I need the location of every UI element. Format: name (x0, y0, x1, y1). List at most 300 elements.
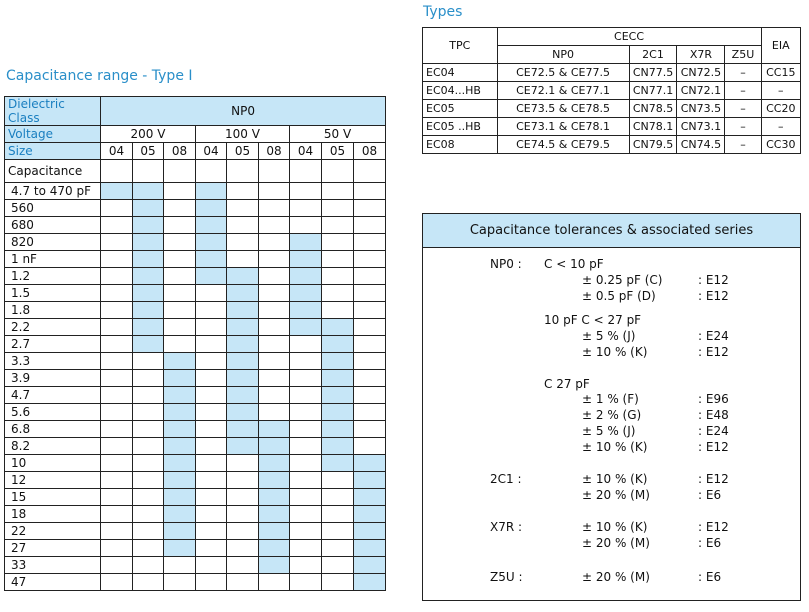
range-cell (290, 319, 322, 336)
range-cell (196, 455, 227, 472)
range-cell (290, 336, 322, 353)
range-cell (196, 557, 227, 574)
capacitance-value: 820 (5, 234, 101, 251)
range-cell (322, 523, 354, 540)
range-cell (164, 353, 196, 370)
range-cell (354, 421, 386, 438)
capacitance-value: 1.2 (5, 268, 101, 285)
range-cell (322, 319, 354, 336)
range-cell (354, 472, 386, 489)
range-cell (322, 540, 354, 557)
capacitance-range-table (4, 96, 386, 591)
range-cell (354, 200, 386, 217)
range-cell (259, 557, 290, 574)
range-cell (133, 455, 164, 472)
range-cell (133, 506, 164, 523)
tolerance-value: ± 20 % (M) (582, 536, 650, 550)
range-cell (164, 574, 196, 591)
range-cell (133, 336, 164, 353)
tolerance-value: ± 1 % (F) (582, 392, 639, 406)
types-title: Types (423, 4, 463, 20)
range-cell (259, 268, 290, 285)
range-cell (133, 251, 164, 268)
range-cell (196, 523, 227, 540)
range-cell (259, 251, 290, 268)
size-cell: 08 (259, 143, 290, 160)
range-cell (322, 574, 354, 591)
range-cell (227, 183, 259, 200)
range-cell (354, 353, 386, 370)
capacitance-range-title: Capacitance range - Type I (6, 68, 193, 84)
range-cell (322, 387, 354, 404)
range-cell (164, 557, 196, 574)
range-cell (354, 183, 386, 200)
range-cell (133, 234, 164, 251)
types-row (423, 136, 801, 154)
types-cell: CN78.1 (629, 118, 677, 136)
range-cell (227, 370, 259, 387)
range-cell (164, 302, 196, 319)
range-cell (259, 353, 290, 370)
types-cell: EC05 (423, 100, 498, 118)
range-cell (227, 285, 259, 302)
capacitance-value: 560 (5, 200, 101, 217)
range-cell (133, 557, 164, 574)
tolerances-title: Capacitance tolerances & associated series (423, 214, 800, 248)
range-cell (259, 183, 290, 200)
range-cell (196, 506, 227, 523)
range-cell (290, 387, 322, 404)
tolerance-value: ± 10 % (K) (582, 520, 648, 534)
capacitance-value: 3.3 (5, 353, 101, 370)
range-cell (133, 217, 164, 234)
range-cell (164, 319, 196, 336)
tolerance-value: ± 2 % (G) (582, 408, 642, 422)
series-value: : E12 (698, 273, 729, 287)
range-cell (259, 200, 290, 217)
capacitance-value: 3.9 (5, 370, 101, 387)
range-cell (164, 506, 196, 523)
range-cell (322, 336, 354, 353)
capacitance-value: 18 (5, 506, 101, 523)
types-cell: EC04...HB (423, 82, 498, 100)
range-cell (322, 421, 354, 438)
range-cell (322, 217, 354, 234)
range-cell (101, 183, 133, 200)
range-cell (259, 319, 290, 336)
range-cell (354, 302, 386, 319)
series-value: : E12 (698, 520, 729, 534)
range-cell (164, 370, 196, 387)
tpc-header: TPC (423, 28, 498, 64)
range-cell (196, 404, 227, 421)
range-cell (101, 234, 133, 251)
range-cell (196, 200, 227, 217)
series-value: : E96 (698, 392, 729, 406)
range-cell (259, 387, 290, 404)
range-cell (227, 387, 259, 404)
types-cell: CN77.5 (629, 64, 677, 82)
capacitance-row (5, 200, 386, 217)
range-cell (133, 438, 164, 455)
tolerance-value: ± 10 % (K) (582, 472, 648, 486)
range-cell (259, 234, 290, 251)
range-cell (354, 268, 386, 285)
tolerance-value: ± 20 % (M) (582, 570, 650, 584)
range-cell (227, 523, 259, 540)
range-cell (290, 489, 322, 506)
range-cell (290, 183, 322, 200)
capacitance-row (5, 234, 386, 251)
voltage-200: 200 V (101, 126, 196, 143)
range-cell (322, 438, 354, 455)
capacitance-value: 2.2 (5, 319, 101, 336)
np0-header: NP0 (497, 46, 629, 64)
capacitance-value: 10 (5, 455, 101, 472)
series-value: : E12 (698, 472, 729, 486)
range-cell (354, 557, 386, 574)
types-cell: CN78.5 (629, 100, 677, 118)
range-cell (259, 302, 290, 319)
range-cell (101, 574, 133, 591)
range-cell (354, 574, 386, 591)
types-cell: CN73.5 (677, 100, 725, 118)
range-cell (196, 285, 227, 302)
range-cell (227, 251, 259, 268)
range-cell (227, 353, 259, 370)
capacitance-value: 4.7 (5, 387, 101, 404)
capacitance-row (5, 506, 386, 523)
range-cell (164, 217, 196, 234)
range-cell (133, 370, 164, 387)
size-cell: 05 (133, 143, 164, 160)
capacitance-header-row (5, 160, 386, 183)
range-cell (164, 540, 196, 557)
capacitance-row (5, 217, 386, 234)
types-cell: CN77.1 (629, 82, 677, 100)
range-cell (227, 421, 259, 438)
capacitance-row (5, 574, 386, 591)
range-cell (196, 353, 227, 370)
range-cell (227, 302, 259, 319)
range-cell (354, 404, 386, 421)
range-cell (259, 574, 290, 591)
range-cell (101, 302, 133, 319)
range-cell (354, 455, 386, 472)
tolerance-value: ± 5 % (J) (582, 329, 636, 343)
range-cell (164, 404, 196, 421)
types-cell: CN79.5 (629, 136, 677, 154)
range-cell (354, 489, 386, 506)
range-cell (290, 302, 322, 319)
types-row (423, 118, 801, 136)
range-cell (101, 268, 133, 285)
capacitance-row (5, 523, 386, 540)
range-cell (354, 438, 386, 455)
range-cell (354, 540, 386, 557)
range-cell (133, 489, 164, 506)
series-value: : E12 (698, 440, 729, 454)
range-cell (196, 574, 227, 591)
range-cell (101, 506, 133, 523)
range-cell (259, 506, 290, 523)
types-cell: – (725, 136, 761, 154)
range-cell (259, 370, 290, 387)
range-cell (133, 472, 164, 489)
types-cell: CE74.5 & CE79.5 (497, 136, 629, 154)
range-cell (101, 438, 133, 455)
range-cell (227, 438, 259, 455)
capacitance-value: 1 nF (5, 251, 101, 268)
capacitance-row (5, 319, 386, 336)
tolerance-value: ± 0.5 pF (D) (582, 289, 656, 303)
range-cell (133, 523, 164, 540)
types-cell: CE72.1 & CE77.1 (497, 82, 629, 100)
range-cell (196, 183, 227, 200)
types-cell: EC05 ..HB (423, 118, 498, 136)
np0-condition: C 27 pF (544, 377, 590, 391)
range-cell (227, 489, 259, 506)
capacitance-value: 8.2 (5, 438, 101, 455)
series-value: : E6 (698, 570, 722, 584)
range-cell (196, 251, 227, 268)
range-cell (196, 540, 227, 557)
range-cell (164, 183, 196, 200)
range-cell (133, 319, 164, 336)
range-cell (290, 455, 322, 472)
voltage-row (5, 126, 386, 143)
series-value: : E12 (698, 289, 729, 303)
range-cell (196, 387, 227, 404)
range-cell (227, 540, 259, 557)
capacitance-row (5, 472, 386, 489)
range-cell (227, 404, 259, 421)
c2-label: 2C1 : (490, 472, 522, 486)
range-cell (133, 421, 164, 438)
types-cell: CE73.1 & CE78.1 (497, 118, 629, 136)
range-cell (290, 268, 322, 285)
series-value: : E6 (698, 536, 722, 550)
types-row (423, 100, 801, 118)
range-cell (290, 234, 322, 251)
range-cell (227, 200, 259, 217)
range-cell (354, 251, 386, 268)
capacitance-value: 4.7 to 470 pF (5, 183, 101, 200)
capacitance-row (5, 404, 386, 421)
range-cell (133, 404, 164, 421)
types-cell: CN74.5 (677, 136, 725, 154)
capacitance-row (5, 336, 386, 353)
capacitance-value: 47 (5, 574, 101, 591)
range-cell (196, 489, 227, 506)
range-cell (290, 404, 322, 421)
range-cell (101, 557, 133, 574)
capacitance-value: 1.5 (5, 285, 101, 302)
types-cell: – (761, 118, 800, 136)
range-cell (322, 251, 354, 268)
np0-label: NP0 : (490, 257, 522, 271)
range-cell (101, 455, 133, 472)
size-cell: 08 (164, 143, 196, 160)
range-cell (354, 370, 386, 387)
range-cell (101, 540, 133, 557)
range-cell (101, 353, 133, 370)
range-cell (133, 574, 164, 591)
types-cell: EC08 (423, 136, 498, 154)
size-label: Size (5, 143, 101, 160)
range-cell (164, 387, 196, 404)
range-cell (322, 472, 354, 489)
range-cell (290, 506, 322, 523)
range-cell (322, 285, 354, 302)
range-cell (164, 200, 196, 217)
range-cell (290, 370, 322, 387)
range-cell (164, 523, 196, 540)
range-cell (259, 523, 290, 540)
capacitance-value: 15 (5, 489, 101, 506)
range-cell (322, 200, 354, 217)
range-cell (354, 217, 386, 234)
capacitance-row (5, 421, 386, 438)
range-cell (164, 285, 196, 302)
range-cell (101, 336, 133, 353)
size-row (5, 143, 386, 160)
capacitance-row (5, 540, 386, 557)
series-value: : E48 (698, 408, 729, 422)
types-cell: CN72.5 (677, 64, 725, 82)
capacitance-row (5, 557, 386, 574)
range-cell (164, 251, 196, 268)
range-cell (354, 387, 386, 404)
capacitance-row (5, 285, 386, 302)
tolerance-value: ± 20 % (M) (582, 488, 650, 502)
voltage-label: Voltage (5, 126, 101, 143)
capacitance-value: 12 (5, 472, 101, 489)
types-cell: – (725, 118, 761, 136)
range-cell (133, 302, 164, 319)
range-cell (227, 234, 259, 251)
range-cell (322, 506, 354, 523)
range-cell (259, 217, 290, 234)
range-cell (290, 472, 322, 489)
range-cell (196, 319, 227, 336)
range-cell (322, 234, 354, 251)
range-cell (322, 455, 354, 472)
x7r-label: X7R : (490, 520, 523, 534)
range-cell (164, 234, 196, 251)
range-cell (322, 183, 354, 200)
range-cell (164, 268, 196, 285)
range-cell (133, 540, 164, 557)
cecc-header: CECC (497, 28, 761, 46)
range-cell (101, 387, 133, 404)
range-cell (290, 353, 322, 370)
size-cell: 04 (196, 143, 227, 160)
types-cell: EC04 (423, 64, 498, 82)
np0-condition: C < 10 pF (544, 257, 604, 271)
range-cell (196, 234, 227, 251)
range-cell (101, 421, 133, 438)
types-cell: CN73.1 (677, 118, 725, 136)
z5u-header: Z5U (725, 46, 761, 64)
series-value: : E6 (698, 488, 722, 502)
capacitance-row (5, 370, 386, 387)
types-cell: – (725, 82, 761, 100)
types-row (423, 82, 801, 100)
types-row (423, 64, 801, 82)
range-cell (133, 353, 164, 370)
types-cell: CE73.5 & CE78.5 (497, 100, 629, 118)
dielectric-value: NP0 (101, 97, 386, 126)
range-cell (196, 302, 227, 319)
range-cell (259, 455, 290, 472)
capacitance-row (5, 455, 386, 472)
range-cell (196, 472, 227, 489)
range-cell (290, 523, 322, 540)
capacitance-value: 1.8 (5, 302, 101, 319)
range-cell (322, 404, 354, 421)
capacitance-value: 680 (5, 217, 101, 234)
2c1-header: 2C1 (629, 46, 677, 64)
capacitance-value: 22 (5, 523, 101, 540)
range-cell (196, 336, 227, 353)
types-cell: – (725, 100, 761, 118)
range-cell (133, 387, 164, 404)
range-cell (290, 285, 322, 302)
types-cell: – (761, 82, 800, 100)
size-cell: 05 (227, 143, 259, 160)
range-cell (322, 489, 354, 506)
capacitance-value: 6.8 (5, 421, 101, 438)
range-cell (290, 557, 322, 574)
np0-condition: 10 pF C < 27 pF (544, 313, 642, 327)
range-cell (259, 489, 290, 506)
types-cell: CN72.1 (677, 82, 725, 100)
range-cell (101, 523, 133, 540)
range-cell (101, 217, 133, 234)
capacitance-value: 33 (5, 557, 101, 574)
range-cell (322, 353, 354, 370)
capacitance-row (5, 251, 386, 268)
range-cell (164, 455, 196, 472)
voltage-100: 100 V (196, 126, 290, 143)
range-cell (290, 251, 322, 268)
range-cell (322, 302, 354, 319)
tolerance-value: ± 5 % (J) (582, 424, 636, 438)
types-cell: – (725, 64, 761, 82)
range-cell (164, 489, 196, 506)
range-cell (164, 421, 196, 438)
range-cell (259, 438, 290, 455)
types-cell: CC30 (761, 136, 800, 154)
range-cell (196, 438, 227, 455)
tolerance-value: ± 10 % (K) (582, 345, 648, 359)
capacitance-row (5, 438, 386, 455)
range-cell (101, 370, 133, 387)
range-cell (101, 472, 133, 489)
range-cell (196, 268, 227, 285)
range-cell (290, 200, 322, 217)
range-cell (354, 506, 386, 523)
range-cell (227, 217, 259, 234)
dielectric-label: Dielectric Class (5, 97, 101, 126)
range-cell (354, 285, 386, 302)
range-cell (101, 404, 133, 421)
range-cell (164, 438, 196, 455)
range-cell (290, 421, 322, 438)
range-cell (259, 421, 290, 438)
range-cell (196, 370, 227, 387)
